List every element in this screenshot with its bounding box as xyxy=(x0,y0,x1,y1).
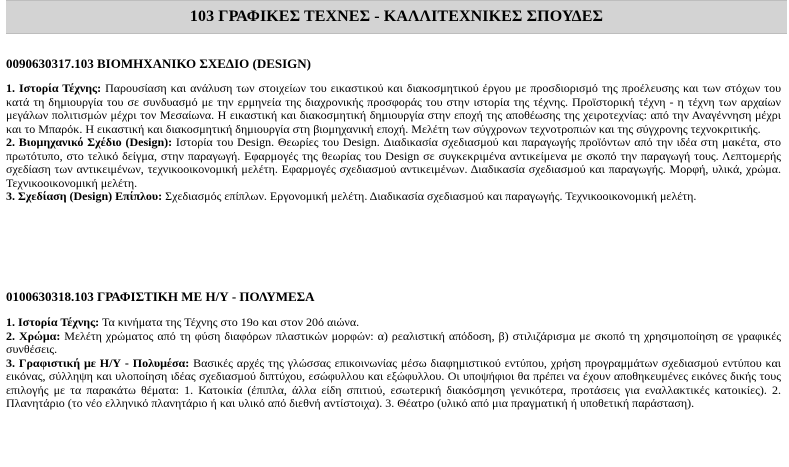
course-description xyxy=(6,316,781,411)
course-item xyxy=(6,82,781,136)
course-title: 0090630317.103 ΒΙΟΜΗΧΑΝΙΚΟ ΣΧΕΔΙΟ (DESIGN) xyxy=(6,56,311,71)
course-description xyxy=(6,82,781,204)
item-label: 3. Σχεδίαση (Design) Επίπλου: xyxy=(6,189,163,203)
item-label: 1. Ιστορία Τέχνης: xyxy=(6,81,102,95)
course-item xyxy=(6,190,781,204)
item-label: 3. Γραφιστική με Η/Υ - Πολυμέσα: xyxy=(6,355,190,370)
item-label: 2. Χρώμα: xyxy=(6,328,61,343)
course-title: 0100630318.103 ΓΡΑΦΙΣΤΙΚΗ ΜΕ Η/Υ - ΠΟΛΥΜΕΣΑ xyxy=(6,289,315,304)
section-title: 103 ΓΡΑΦΙΚΕΣ ΤΕΧΝΕΣ - ΚΑΛΛΙΤΕΧΝΙΚΕΣ ΣΠΟΥΔΕΣ xyxy=(189,8,604,25)
course-item xyxy=(6,330,781,357)
section-header xyxy=(6,0,787,34)
item-text: Ιστορία του Design. Θεωρίες του Design. Διαδικασία σχεδιασμού και παραγωγής προϊόντων από την ιδέα στη μακέτα, στο πρωτότυπο, στο τελικό δείγμα, στην παραγωγή. Εφαρμογές της θεωρίας του Design σε συγκεκριμένα αντικείμενα με σκοπό την παραγωγή τους. Λεπτομερής σχεδίαση των αντικειμένων, τεχνικοοικονομική μελέτη. Εφαρμογές σχεδιασμού αντικειμένων. Διαδικασία σχεδιασμού και παραγωγής. Μορφή, υλικά, χρώμα. Τεχνικοοικονομική μελέτη. xyxy=(6,135,782,190)
course-item xyxy=(6,357,781,411)
item-text: Βασικές αρχές της γλώσσας επικοινωνίας μέσω διαφημιστικού εντύπου, χρήση προγραμμάτων σχεδιασμού εντύπου και εικόνας, σύλληψη και υλοποίηση ιδέας σχεδιασμού διπτύχου, εσώφυλλου και εξώφυλλου. Οι υποψήφιοι θα πρέπει να έχουν αποθηκευμένες εικόνες δικής τους επιλογής με τα παρακάτω θέματα: 1. Κατοικία (έπιπλα, άλλα είδη σπιτιού, εσωτερική διακόσμηση γενικότερα, προτάσεις για εναλλακτικές κατοικίες). 2. Πλανητάριο (το νέο ελληνικό πλανητάριο ή και υλικό από διεθνή αντίστοιχα). 3. Θέατρο (υλικό από μια πραγματική ή υποθετική παράσταση). xyxy=(6,355,781,410)
item-text: Παρουσίαση και ανάλυση των στοιχείων του εικαστικού και διακοσμητικού έργου με προσδιορισμό της προέλευσης και των στόχων του κατά τη δημιουργία του σε συνδυασμό με την ερμηνεία της διαχρονικής προσφοράς του στην ιστορία της τέχνης. Προϊστορική τέχνη - η τέχνη των αρχαίων μεγάλων πολιτισμών μέχρι τον Μεσαίωνα. Η εικαστική και διακοσμητική δημιουργία στην εποχή της αποθέωσης της χειροτεχνίας: από την Αναγέννηση μέχρι και το Μπαρόκ. Η εικαστική και διακοσμητική δημιουργία στη βιομηχανική εποχή. Μελέτη των σύγχρονων τεχνοτροπιών και της σύγχρονης τεχνοκριτικής. xyxy=(6,81,782,136)
item-label: 2. Βιομηχανικό Σχέδιο (Design): xyxy=(6,135,173,149)
course-item xyxy=(6,136,781,190)
item-text: Τα κινήματα της Τέχνης στο 19ο και στον 20ό αιώνα. xyxy=(99,315,360,329)
course-item xyxy=(6,316,781,330)
item-label: 1. Ιστορία Τέχνης: xyxy=(6,315,100,329)
item-text: Σχεδιασμός επίπλων. Εργονομική μελέτη. Διαδικασία σχεδιασμού και παραγωγής. Τεχνικοοικονομική μελέτη. xyxy=(162,189,697,203)
item-text: Μελέτη χρώματος από τη φύση διαφόρων πλαστικών μορφών: α) ρεαλιστική απόδοση, β) στιλιζάρισμα με σκοπό τη χρησιμοποίηση σε γραφικές συνθέσεις. xyxy=(6,328,781,356)
